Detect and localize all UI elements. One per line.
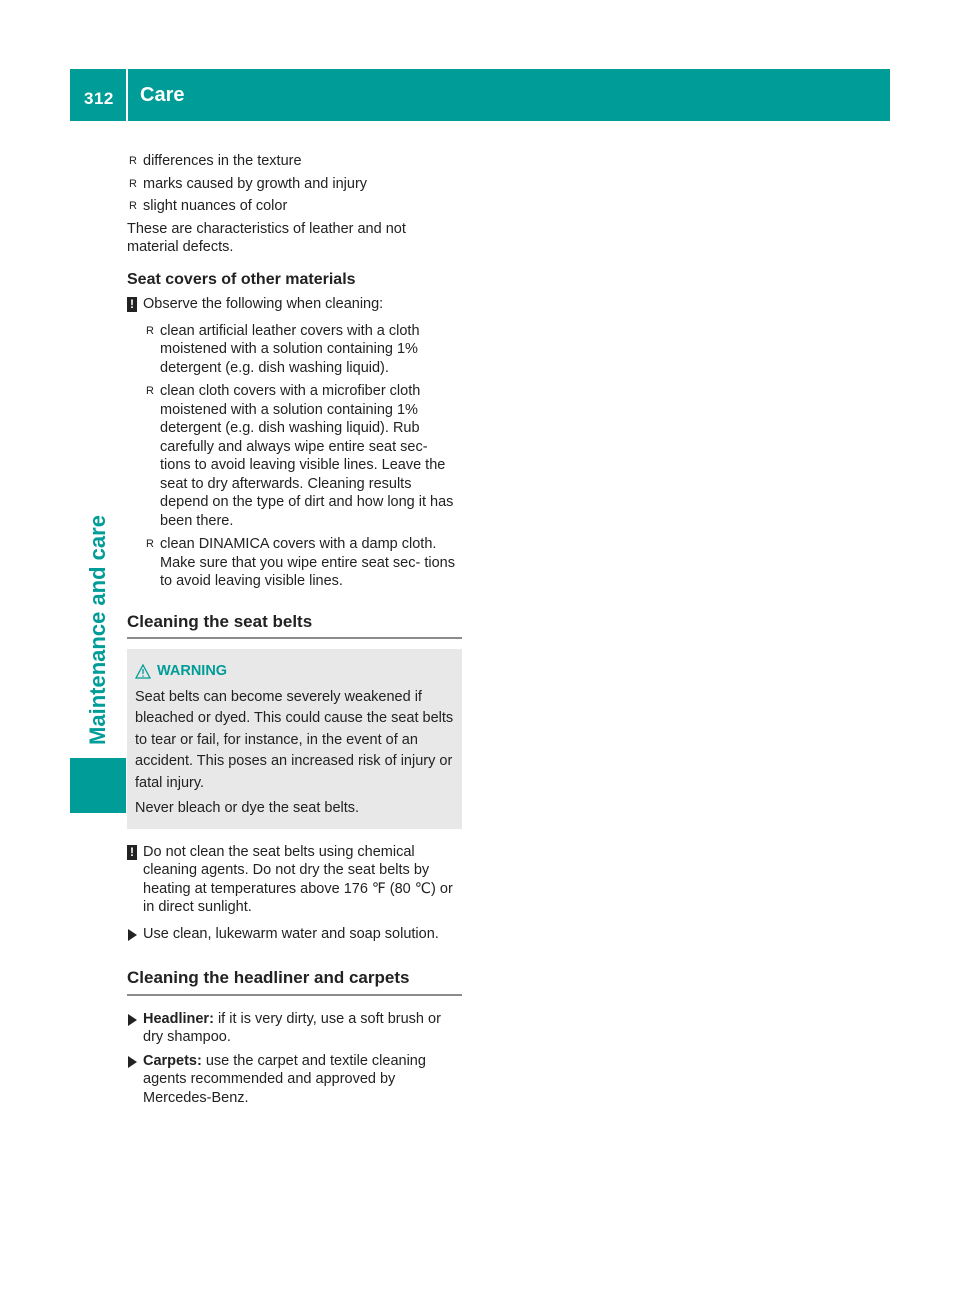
bullet-icon: R	[129, 177, 137, 190]
warning-triangle-icon	[135, 664, 151, 679]
notice-icon: !	[127, 297, 137, 312]
list-item: R clean DINAMICA covers with a damp cloth. Make sure that you wipe entire seat sec- tions to avoid leaving visible lines.	[146, 536, 455, 589]
arrow-right-icon	[128, 1056, 137, 1068]
carpets-step: Carpets: use the carpet and textile cleaning agents recommended and approved by Mercedes-Benz.	[127, 1052, 452, 1108]
notice-icon: !	[127, 845, 137, 860]
seat-belts-step: Use clean, lukewarm water and soap solution.	[127, 925, 462, 944]
bullet-icon: R	[146, 324, 154, 337]
list-item: R clean artificial leather covers with a cloth moistened with a solution containing 1% detergent (e.g. dish washing liquid).	[146, 322, 420, 376]
page-content	[127, 152, 462, 1107]
chapter-label: Maintenance and care	[85, 515, 110, 745]
list-item: R differences in the texture	[129, 153, 302, 169]
list-item: R marks caused by growth and injury	[129, 175, 368, 192]
warning-text: Seat belts can become severely weakened if bleached or dyed. This could cause the seat belts to tear or fail, for instance, in the event of an accident. This poses an increased risk of injury or fatal injury.	[135, 688, 454, 791]
page-number: 312	[84, 89, 114, 108]
intro-note: These are characteristics of leather and not material defects.	[127, 220, 406, 255]
header-divider	[126, 69, 128, 121]
bullet-icon: R	[129, 200, 137, 212]
headliner-step: Headliner: if it is very dirty, use a soft brush or dry shampoo.	[127, 1010, 462, 1047]
chapter-tab-marker	[70, 758, 126, 813]
seat-covers-notice: ! Observe the following when cleaning:	[127, 295, 462, 314]
seat-covers-heading: Seat covers of other materials	[127, 270, 356, 288]
seat-belts-heading: Cleaning the seat belts	[127, 613, 462, 640]
section-title: Care	[140, 84, 185, 106]
warning-label: WARNING	[157, 663, 228, 679]
seat-belts-notice: ! Do not clean the seat belts using chemical cleaning agents. Do not dry the seat belts by heating at temperatures above 176 ℉ (80 ℃) or in direct sunlight.	[127, 843, 462, 917]
header-bar	[70, 69, 890, 121]
warning-header	[135, 661, 454, 683]
arrow-right-icon	[128, 1014, 137, 1026]
bullet-icon: R	[129, 155, 137, 167]
bullet-icon: R	[146, 385, 154, 397]
list-item: R clean cloth covers with a microfiber cloth moistened with a solution containing 1% detergent (e.g. dish washing liquid). Rub carefully and always wipe entire seat sec- tions to avoid leaving visible lines. Leave the seat to dry afterwards. Cleaning results depend on the type of dirt and how long it has been there.	[146, 383, 454, 529]
headliner-heading: Cleaning the headliner and carpets	[127, 969, 462, 996]
list-item: R slight nuances of color	[129, 198, 288, 214]
warning-instruction: Never bleach or dye the seat belts.	[135, 800, 360, 816]
bullet-icon: R	[146, 538, 154, 550]
warning-box	[127, 649, 462, 829]
arrow-right-icon	[128, 929, 137, 941]
